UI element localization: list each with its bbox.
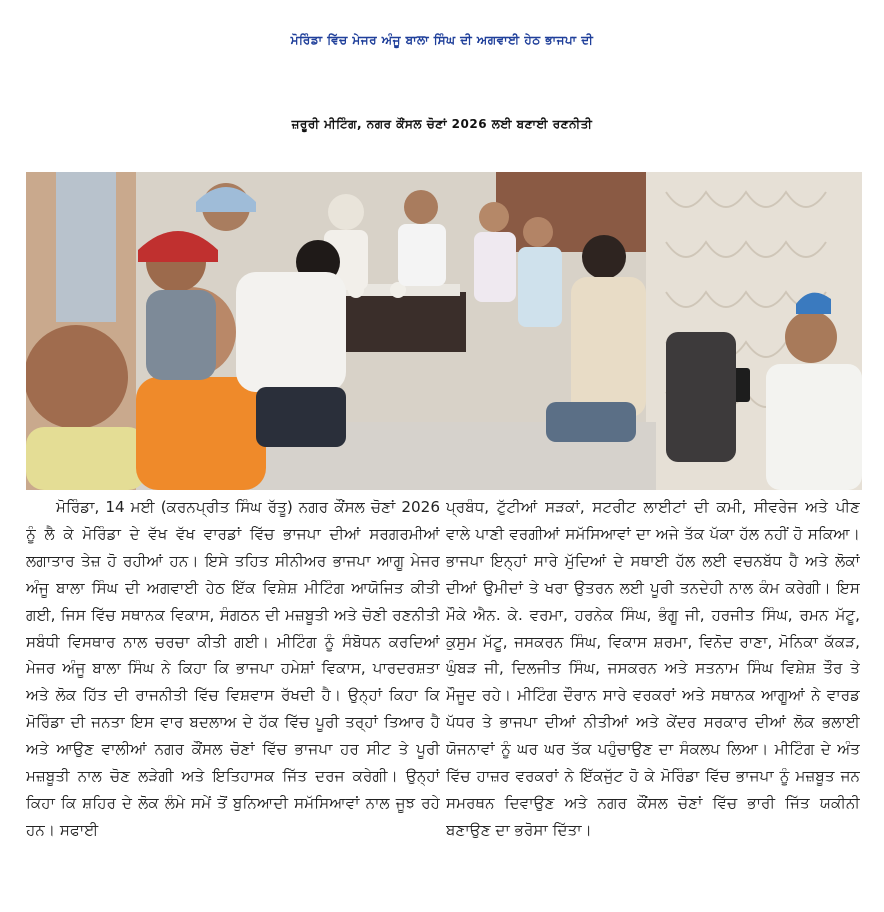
headline-line-1: ਮੋਰਿੰਡਾ ਵਿੱਚ ਮੇਜਰ ਅੰਜੂ ਬਾਲਾ ਸਿੰਘ ਦੀ ਅਗਵਾਈ ਹੇਠ ਭਾਜਪਾ ਦੀ [290, 33, 594, 47]
meeting-photo-illustration [26, 172, 862, 490]
headline-line-2: ਜ਼ਰੂਰੀ ਮੀਟਿੰਗ, ਨਗਰ ਕੌਂਸਲ ਚੋਣਾਂ 2026 ਲਈ ਬਣਾਈ ਰਣਨੀਤੀ [291, 117, 593, 131]
meeting-photo [26, 172, 862, 490]
article-column-right: ਪ੍ਰਬੰਧ, ਟੁੱਟੀਆਂ ਸੜਕਾਂ, ਸਟਰੀਟ ਲਾਈਟਾਂ ਦੀ ਕਮੀ, ਸੀਵਰੇਜ ਅਤੇ ਪੀਣ ਵਾਲੇ ਪਾਣੀ ਵਰਗੀਆਂ ਸਮੱਸਿਆਵਾਂ ਦਾ ਅਜੇ ਤੱਕ ਪੱਕਾ ਹੱਲ ਨਹੀਂ ਹੋ ਸਕਿਆ। ਭਾਜਪਾ ਇਨ੍ਹਾਂ ਸਾਰੇ ਮੁੱਦਿਆਂ ਦੇ ਸਥਾਈ ਹੱਲ ਲਈ ਵਚਨਬੱਧ ਹੈ ਅਤੇ ਲੋਕਾਂ ਦੀਆਂ ਉਮੀਦਾਂ ਤੇ ਖਰਾ ਉਤਰਨ ਲਈ ਪੂਰੀ ਤਨਦੇਹੀ ਨਾਲ ਕੰਮ ਕਰੇਗੀ। ਇਸ ਮੌਕੇ ਐਨ. ਕੇ. ਵਰਮਾ, ਹਰਨੇਕ ਸਿੰਘ, ਭੰਗੂ ਜੀ, ਹਰਜੀਤ ਸਿੰਘ, ਰਮਨ ਮੱਟੂ, ਕੁਸੁਮ ਮੱਟੂ, ਜਸਕਰਨ ਸਿੰਘ, ਵਿਕਾਸ ਸ਼ਰਮਾ, ਵਿਨੋਦ ਰਾਣਾ, ਮੋਨਿਕਾ ਕੱਕੜ, ਘੁੰਬੜ ਜੀ, ਦਿਲਜੀਤ ਸਿੰਘ, ਜਸਕਰਨ ਅਤੇ ਸਤਨਾਮ ਸਿੰਘ ਵਿਸ਼ੇਸ਼ ਤੌਰ ਤੇ ਮੌਜੂਦ ਰਹੇ। ਮੀਟਿੰਗ ਦੌਰਾਨ ਸਾਰੇ ਵਰਕਰਾਂ ਅਤੇ ਸਥਾਨਕ ਆਗੂਆਂ ਨੇ ਵਾਰਡ ਪੱਧਰ ਤੇ ਭਾਜਪਾ ਦੀਆਂ ਨੀਤੀਆਂ ਅਤੇ ਕੇਂਦਰ ਸਰਕਾਰ ਦੀਆਂ ਲੋਕ ਭਲਾਈ ਯੋਜਨਾਵਾਂ ਨੂੰ ਘਰ ਘਰ ਤੱਕ ਪਹੁੰਚਾਉਣ ਦਾ ਸੰਕਲਪ ਲਿਆ। ਮੀਟਿੰਗ ਦੇ ਅੰਤ ਵਿੱਚ ਹਾਜ਼ਰ ਵਰਕਰਾਂ ਨੇ ਇੱਕਜੁੱਟ ਹੋ ਕੇ ਮੋਰਿੰਡਾ ਵਿੱਚ ਭਾਜਪਾ ਨੂੰ ਮਜ਼ਬੂਤ ਜਨ ਸਮਰਥਨ ਦਿਵਾਉਣ ਅਤੇ ਨਗਰ ਕੌਂਸਲ ਚੋਣਾਂ ਵਿੱਚ ਭਾਰੀ ਜਿੱਤ ਯਕੀਨੀ ਬਣਾਉਣ ਦਾ ਭਰੋਸਾ ਦਿੱਤਾ। [446, 498, 860, 839]
article-column-left: ਮੋਰਿੰਡਾ, 14 ਮਈ (ਕਰਨਪ੍ਰੀਤ ਸਿੰਘ ਰੱਤੂ) ਨਗਰ ਕੌਂਸਲ ਚੋਣਾਂ 2026 ਨੂੰ ਲੈ ਕੇ ਮੋਰਿੰਡਾ ਦੇ ਵੱਖ ਵੱਖ ਵਾਰਡਾਂ ਵਿੱਚ ਭਾਜਪਾ ਦੀਆਂ ਸਰਗਰਮੀਆਂ ਲਗਾਤਾਰ ਤੇਜ਼ ਹੋ ਰਹੀਆਂ ਹਨ। ਇਸੇ ਤਹਿਤ ਸੀਨੀਅਰ ਭਾਜਪਾ ਆਗੂ ਮੇਜਰ ਅੰਜੂ ਬਾਲਾ ਸਿੰਘ ਦੀ ਅਗਵਾਈ ਹੇਠ ਇੱਕ ਵਿਸ਼ੇਸ਼ ਮੀਟਿੰਗ ਆਯੋਜਿਤ ਕੀਤੀ ਗਈ, ਜਿਸ ਵਿੱਚ ਸਥਾਨਕ ਵਿਕਾਸ, ਸੰਗਠਨ ਦੀ ਮਜ਼ਬੂਤੀ ਅਤੇ ਚੋਣੀ ਰਣਨੀਤੀ ਸਬੰਧੀ ਵਿਸਥਾਰ ਨਾਲ ਚਰਚਾ ਕੀਤੀ ਗਈ। ਮੀਟਿੰਗ ਨੂੰ ਸੰਬੋਧਨ ਕਰਦਿਆਂ ਮੇਜਰ ਅੰਜੂ ਬਾਲਾ ਸਿੰਘ ਨੇ ਕਿਹਾ ਕਿ ਭਾਜਪਾ ਹਮੇਸ਼ਾਂ ਵਿਕਾਸ, ਪਾਰਦਰਸ਼ਤਾ ਅਤੇ ਲੋਕ ਹਿੱਤ ਦੀ ਰਾਜਨੀਤੀ ਵਿੱਚ ਵਿਸ਼ਵਾਸ ਰੱਖਦੀ ਹੈ। ਉਨ੍ਹਾਂ ਕਿਹਾ ਕਿ ਮੋਰਿੰਡਾ ਦੀ ਜਨਤਾ ਇਸ ਵਾਰ ਬਦਲਾਅ ਦੇ ਹੱਕ ਵਿੱਚ ਪੂਰੀ ਤਰ੍ਹਾਂ ਤਿਆਰ ਹੈ ਅਤੇ ਆਉਣ ਵਾਲੀਆਂ ਨਗਰ ਕੌਂਸਲ ਚੋਣਾਂ ਵਿੱਚ ਭਾਜਪਾ ਹਰ ਸੀਟ ਤੇ ਪੂਰੀ ਮਜ਼ਬੂਤੀ ਨਾਲ ਚੋਣ ਲੜੇਗੀ ਅਤੇ ਇਤਿਹਾਸਕ ਜਿੱਤ ਦਰਜ ਕਰੇਗੀ। ਉਨ੍ਹਾਂ ਕਿਹਾ ਕਿ ਸ਼ਹਿਰ ਦੇ ਲੋਕ ਲੰਮੇ ਸਮੇਂ ਤੋਂ ਬੁਨਿਆਦੀ ਸਮੱਸਿਆਵਾਂ ਨਾਲ ਜੂਝ ਰਹੇ ਹਨ। ਸਫਾਈ [26, 498, 440, 839]
